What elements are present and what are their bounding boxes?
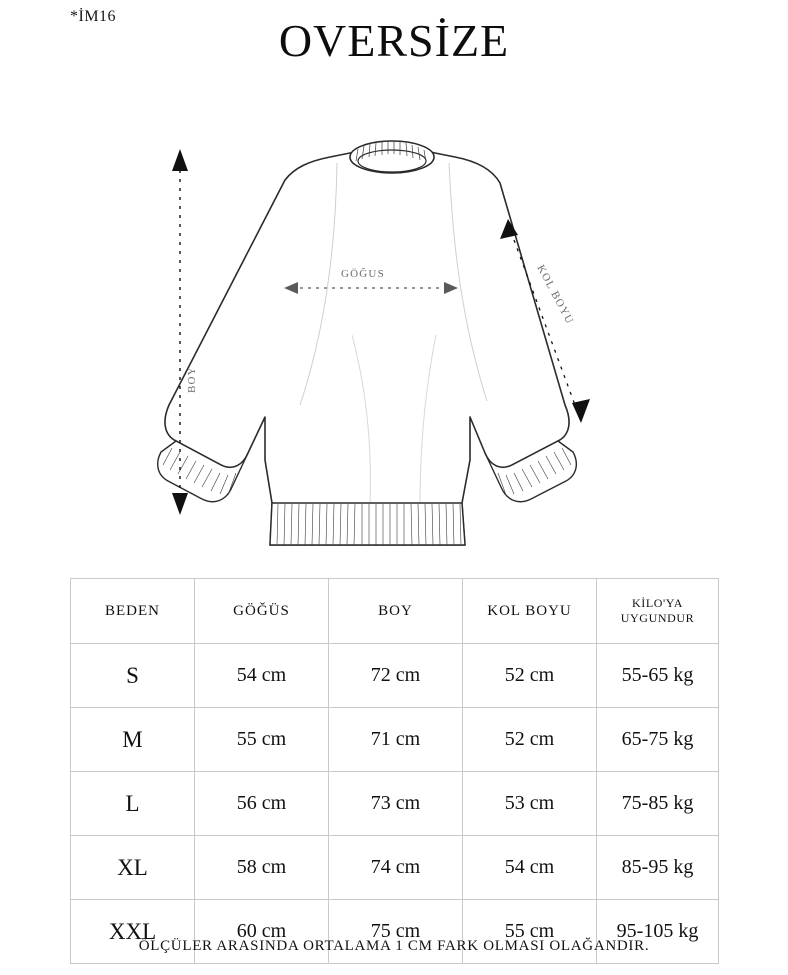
cell-gogus: 60 cm	[195, 900, 329, 964]
column-header-kolboyu: KOL BOYU	[463, 579, 597, 644]
cell-beden: S	[71, 644, 195, 708]
size-table-wrapper	[70, 578, 718, 964]
page-title: OVERSİZE	[278, 15, 510, 66]
garment-diagram	[0, 105, 788, 560]
chest-label: GÖĞUS	[341, 268, 385, 280]
size-table	[70, 578, 719, 964]
column-header-boy: BOY	[329, 579, 463, 644]
cell-kilo: 75-85 kg	[597, 772, 719, 836]
cell-kol: 55 cm	[463, 900, 597, 964]
cell-boy: 73 cm	[329, 772, 463, 836]
cell-boy: 75 cm	[329, 900, 463, 964]
column-header-kilo-line2: UYGUNDUR	[620, 611, 695, 625]
cell-kilo: 55-65 kg	[597, 644, 719, 708]
column-header-kilo	[597, 579, 719, 644]
cell-gogus: 54 cm	[195, 644, 329, 708]
hem-band	[270, 503, 465, 545]
cell-kol: 53 cm	[463, 772, 597, 836]
cell-boy: 74 cm	[329, 836, 463, 900]
collar-inner	[358, 150, 426, 172]
cell-beden: XXL	[71, 900, 195, 964]
cell-gogus: 55 cm	[195, 708, 329, 772]
column-header-beden: BEDEN	[71, 579, 195, 644]
cell-boy: 72 cm	[329, 644, 463, 708]
cell-kilo: 95-105 kg	[597, 900, 719, 964]
footnote: ÖLÇÜLER ARASINDA ORTALAMA 1 CM FARK OLMASI OLAĞANDIR.	[138, 938, 650, 954]
table-row	[71, 772, 719, 836]
cell-gogus: 56 cm	[195, 772, 329, 836]
cell-kol: 52 cm	[463, 644, 597, 708]
sleeve-label: KOL BOYU	[534, 263, 576, 327]
sweatshirt-illustration	[0, 105, 788, 560]
table-row	[71, 644, 719, 708]
cell-kilo: 65-75 kg	[597, 708, 719, 772]
column-header-kilo-line1: KİLO'YA	[631, 596, 684, 610]
cell-kol: 54 cm	[463, 836, 597, 900]
table-header-row	[71, 579, 719, 644]
cell-gogus: 58 cm	[195, 836, 329, 900]
sku-code: *İM16	[70, 8, 117, 25]
cell-kol: 52 cm	[463, 708, 597, 772]
table-row	[71, 708, 719, 772]
cell-beden: L	[71, 772, 195, 836]
column-header-gogus: GÖĞÜS	[195, 579, 329, 644]
cell-kilo: 85-95 kg	[597, 836, 719, 900]
length-label: BOY	[186, 366, 198, 393]
table-row	[71, 836, 719, 900]
cell-boy: 71 cm	[329, 708, 463, 772]
cell-beden: XL	[71, 836, 195, 900]
cell-beden: M	[71, 708, 195, 772]
